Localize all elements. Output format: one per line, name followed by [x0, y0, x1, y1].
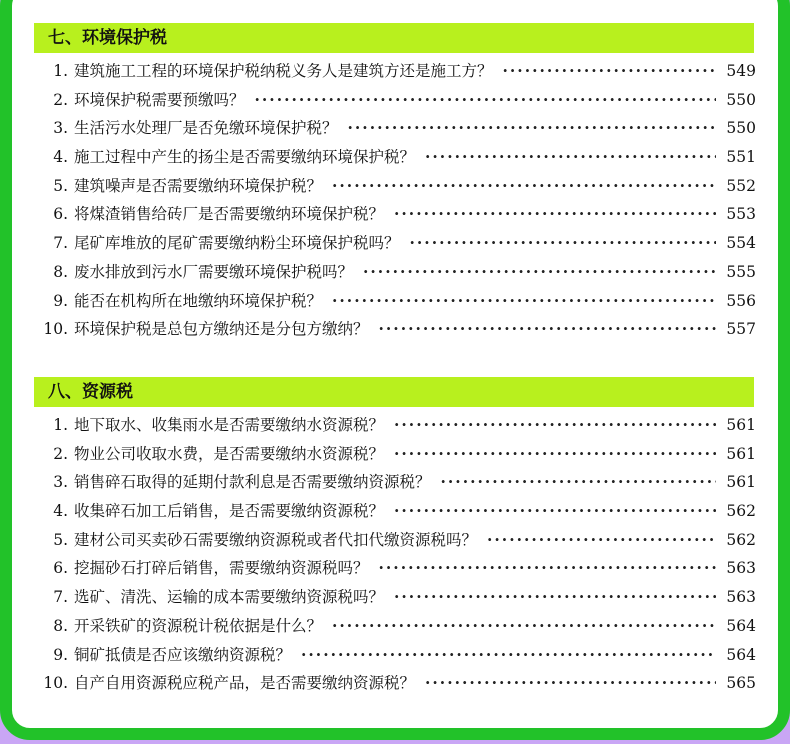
page-number: 562 [726, 530, 756, 549]
dot-leader [410, 229, 716, 258]
entry-title: 能否在机构所在地缴纳环境保护税？ [74, 291, 323, 310]
page-number: 550 [726, 90, 756, 109]
entry-number: 8. [53, 262, 68, 281]
toc-entry[interactable] [32, 114, 756, 143]
page-number: 550 [726, 119, 756, 138]
toc-entry[interactable] [32, 497, 756, 526]
entry-number: 7. [53, 588, 68, 607]
dot-leader [379, 554, 716, 583]
dot-leader [503, 57, 716, 86]
page-number: 565 [726, 674, 756, 693]
page-number: 551 [726, 148, 756, 167]
entry-number: 3. [53, 473, 68, 492]
dot-leader [425, 143, 716, 172]
entry-title: 建筑噪声是否需要缴纳环境保护税？ [74, 176, 323, 195]
dot-leader [394, 440, 716, 469]
toc-entry[interactable] [32, 172, 756, 201]
toc-entry[interactable] [32, 86, 756, 115]
entry-number: 6. [53, 559, 68, 578]
entry-number: 10. [43, 674, 68, 693]
toc-entry[interactable] [32, 612, 756, 641]
toc-list-resource-tax [32, 411, 756, 698]
dot-leader [332, 172, 716, 201]
toc-entry[interactable] [32, 526, 756, 555]
entry-title: 尾矿库堆放的尾矿需要缴纳粉尘环境保护税吗？ [74, 234, 400, 253]
page-number: 562 [726, 502, 756, 521]
entry-number: 10. [43, 320, 68, 339]
entry-title: 将煤渣销售给砖厂是否需要缴纳环境保护税？ [74, 205, 385, 224]
entry-title: 选矿、清洗、运输的成本需要缴纳资源税吗？ [74, 588, 385, 607]
dot-leader [332, 287, 716, 316]
entry-title: 建材公司买卖砂石需要缴纳资源税或者代扣代缴资源税吗？ [74, 530, 478, 549]
toc-entry[interactable] [32, 669, 756, 698]
toc-entry[interactable] [32, 468, 756, 497]
entry-number: 7. [53, 234, 68, 253]
page-number: 552 [726, 176, 756, 195]
toc-entry[interactable] [32, 583, 756, 612]
entry-number: 9. [53, 645, 68, 664]
toc-entry[interactable] [32, 641, 756, 670]
page-number: 555 [726, 262, 756, 281]
toc-list-environmental-tax [32, 57, 756, 344]
dot-leader [394, 411, 716, 440]
dot-leader [394, 200, 716, 229]
page-number: 554 [726, 234, 756, 253]
entry-number: 2. [53, 90, 68, 109]
entry-title: 销售碎石取得的延期付款利息是否需要缴纳资源税？ [74, 473, 431, 492]
entry-number: 4. [53, 502, 68, 521]
dot-leader [441, 468, 716, 497]
entry-number: 4. [53, 148, 68, 167]
entry-title: 施工过程中产生的扬尘是否需要缴纳环境保护税？ [74, 148, 416, 167]
entry-number: 2. [53, 444, 68, 463]
dot-leader [332, 612, 716, 641]
dot-leader [394, 583, 716, 612]
entry-number: 3. [53, 119, 68, 138]
entry-title: 收集碎石加工后销售，是否需要缴纳资源税？ [74, 502, 385, 521]
toc-entry[interactable] [32, 440, 756, 469]
page-number: 564 [726, 645, 756, 664]
toc-entry[interactable] [32, 315, 756, 344]
page-number: 549 [726, 62, 756, 80]
toc-entry[interactable] [32, 200, 756, 229]
dot-leader [379, 315, 716, 344]
entry-number: 1. [53, 62, 68, 80]
toc-entry[interactable] [32, 554, 756, 583]
entry-title: 生活污水处理厂是否免缴环境保护税？ [74, 119, 338, 138]
entry-title: 铜矿抵债是否应该缴纳资源税？ [74, 645, 292, 664]
toc-entry[interactable] [32, 143, 756, 172]
entry-number: 5. [53, 530, 68, 549]
page-number: 553 [726, 205, 756, 224]
entry-number: 9. [53, 291, 68, 310]
entry-title: 物业公司收取水费，是否需要缴纳水资源税？ [74, 444, 385, 463]
page-number: 564 [726, 616, 756, 635]
page-number: 561 [726, 444, 756, 463]
toc-entry[interactable] [32, 229, 756, 258]
entry-number: 6. [53, 205, 68, 224]
dot-leader [425, 669, 716, 698]
dot-leader [301, 641, 716, 670]
toc-entry[interactable] [32, 411, 756, 440]
dot-leader [255, 86, 716, 115]
entry-number: 8. [53, 616, 68, 635]
section-heading-resource-tax: 八、资源税 [34, 377, 754, 407]
toc-entry[interactable] [32, 258, 756, 287]
entry-title: 废水排放到污水厂需要缴环境保护税吗？ [74, 262, 354, 281]
dot-leader [487, 526, 716, 555]
entry-title: 建筑施工工程的环境保护税纳税义务人是建筑方还是施工方？ [74, 62, 493, 80]
entry-title: 环境保护税需要预缴吗？ [74, 90, 245, 109]
entry-title: 开采铁矿的资源税计税依据是什么？ [74, 616, 323, 635]
entry-number: 1. [53, 416, 68, 434]
entry-title: 地下取水、收集雨水是否需要缴纳水资源税？ [74, 416, 385, 434]
entry-number: 5. [53, 176, 68, 195]
page-number: 561 [726, 473, 756, 492]
entry-title: 挖掘砂石打碎后销售，需要缴纳资源税吗？ [74, 559, 369, 578]
dot-leader [394, 497, 716, 526]
toc-entry[interactable] [32, 57, 756, 86]
page-number: 556 [726, 291, 756, 310]
page-number: 563 [726, 559, 756, 578]
page-number: 561 [726, 416, 756, 434]
page-number: 563 [726, 588, 756, 607]
entry-title: 环境保护税是总包方缴纳还是分包方缴纳？ [74, 320, 369, 339]
page-number: 557 [726, 320, 756, 339]
entry-title: 自产自用资源税应税产品，是否需要缴纳资源税？ [74, 674, 416, 693]
dot-leader [363, 258, 716, 287]
dot-leader [348, 114, 716, 143]
section-heading-environmental-tax: 七、环境保护税 [34, 23, 754, 53]
toc-entry[interactable] [32, 287, 756, 316]
